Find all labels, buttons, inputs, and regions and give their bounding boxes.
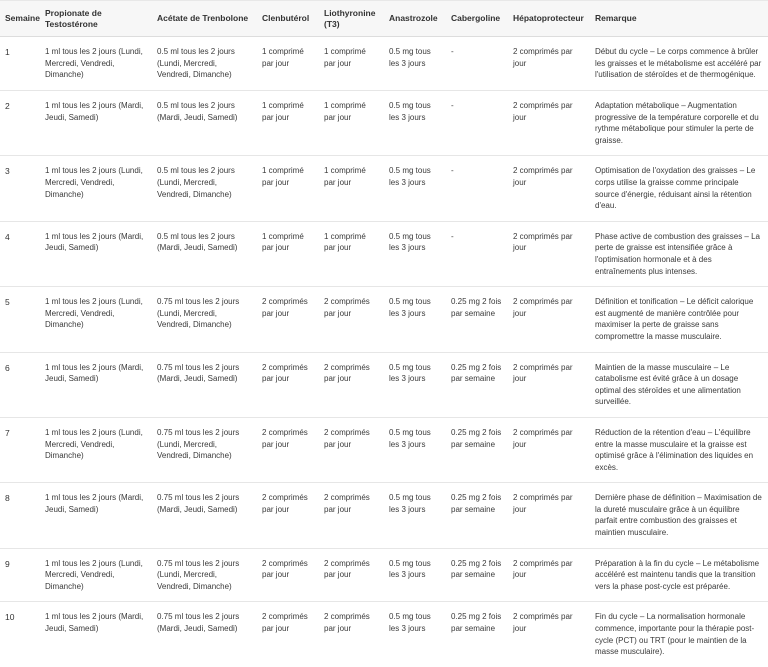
cell-testosterone: 1 ml tous les 2 jours (Mardi, Jeudi, Samedi) [40, 602, 152, 667]
cell-anastrozole: 0.5 mg tous les 3 jours [384, 548, 446, 602]
column-header-cabergoline: Cabergoline [446, 1, 508, 37]
cell-testosterone: 1 ml tous les 2 jours (Lundi, Mercredi, Vendredi, Dimanche) [40, 287, 152, 352]
cell-semaine: 9 [0, 548, 40, 602]
cell-liothyronine: 1 comprimé par jour [319, 156, 384, 221]
cell-clenbuterol: 1 comprimé par jour [257, 37, 319, 91]
cell-cabergoline: 0.25 mg 2 fois par semaine [446, 602, 508, 667]
column-header-trenbolone: Acétate de Trenbolone [152, 1, 257, 37]
table-body [0, 37, 768, 667]
cell-liothyronine: 2 comprimés par jour [319, 548, 384, 602]
cell-remarque: Adaptation métabolique – Augmentation progressive de la température corporelle et du rythme métabolique pour stimuler la perte de graisse. [590, 91, 768, 156]
cell-clenbuterol: 1 comprimé par jour [257, 156, 319, 221]
column-header-hepatoprotecteur: Hépatoprotecteur [508, 1, 590, 37]
table-header-row [0, 1, 768, 37]
table-row [0, 91, 768, 156]
cell-clenbuterol: 2 comprimés par jour [257, 287, 319, 352]
column-header-testosterone: Propionate de Testostérone [40, 1, 152, 37]
cell-cabergoline: - [446, 37, 508, 91]
cell-trenbolone: 0.75 ml tous les 2 jours (Lundi, Mercredi, Vendredi, Dimanche) [152, 548, 257, 602]
cell-testosterone: 1 ml tous les 2 jours (Lundi, Mercredi, Vendredi, Dimanche) [40, 156, 152, 221]
table-row [0, 352, 768, 417]
cell-trenbolone: 0.75 ml tous les 2 jours (Lundi, Mercredi, Vendredi, Dimanche) [152, 287, 257, 352]
cell-semaine: 1 [0, 37, 40, 91]
cell-trenbolone: 0.75 ml tous les 2 jours (Mardi, Jeudi, Samedi) [152, 483, 257, 548]
cell-testosterone: 1 ml tous les 2 jours (Lundi, Mercredi, Vendredi, Dimanche) [40, 37, 152, 91]
cell-hepatoprotecteur: 2 comprimés par jour [508, 287, 590, 352]
cell-anastrozole: 0.5 mg tous les 3 jours [384, 417, 446, 482]
cell-trenbolone: 0.5 ml tous les 2 jours (Mardi, Jeudi, Samedi) [152, 221, 257, 286]
cell-clenbuterol: 2 comprimés par jour [257, 602, 319, 667]
cell-testosterone: 1 ml tous les 2 jours (Lundi, Mercredi, Vendredi, Dimanche) [40, 417, 152, 482]
cell-clenbuterol: 2 comprimés par jour [257, 417, 319, 482]
cell-liothyronine: 2 comprimés par jour [319, 287, 384, 352]
cell-liothyronine: 1 comprimé par jour [319, 221, 384, 286]
cell-semaine: 8 [0, 483, 40, 548]
cell-remarque: Définition et tonification – Le déficit calorique est augmenté de manière contrôlée pour maximiser la perte de graisse sans compromettre la masse musculaire. [590, 287, 768, 352]
cell-anastrozole: 0.5 mg tous les 3 jours [384, 483, 446, 548]
cell-remarque: Réduction de la rétention d'eau – L'équilibre entre la masse musculaire et la graisse est optimisé grâce à l'élimination des liquides en excès. [590, 417, 768, 482]
cell-remarque: Préparation à la fin du cycle – Le métabolisme accéléré est maintenu tandis que la transition vers la phase post-cycle est préparée. [590, 548, 768, 602]
cell-clenbuterol: 2 comprimés par jour [257, 548, 319, 602]
cell-trenbolone: 0.75 ml tous les 2 jours (Mardi, Jeudi, Samedi) [152, 352, 257, 417]
cell-hepatoprotecteur: 2 comprimés par jour [508, 352, 590, 417]
cell-liothyronine: 2 comprimés par jour [319, 352, 384, 417]
cell-anastrozole: 0.5 mg tous les 3 jours [384, 221, 446, 286]
cell-remarque: Dernière phase de définition – Maximisation de la dureté musculaire grâce à un équilibre parfait entre combustion des graisses et maintien musculaire. [590, 483, 768, 548]
cell-anastrozole: 0.5 mg tous les 3 jours [384, 37, 446, 91]
cell-liothyronine: 2 comprimés par jour [319, 417, 384, 482]
cell-anastrozole: 0.5 mg tous les 3 jours [384, 602, 446, 667]
cell-cabergoline: 0.25 mg 2 fois par semaine [446, 483, 508, 548]
cell-anastrozole: 0.5 mg tous les 3 jours [384, 287, 446, 352]
cell-cabergoline: 0.25 mg 2 fois par semaine [446, 548, 508, 602]
column-header-liothyronine: Liothyronine (T3) [319, 1, 384, 37]
column-header-semaine: Semaine [0, 1, 40, 37]
cell-liothyronine: 1 comprimé par jour [319, 37, 384, 91]
cell-clenbuterol: 2 comprimés par jour [257, 483, 319, 548]
cell-remarque: Début du cycle – Le corps commence à brûler les graisses et le métabolisme est accéléré par l'utilisation de stéroïdes et de thermogénique. [590, 37, 768, 91]
cell-testosterone: 1 ml tous les 2 jours (Mardi, Jeudi, Samedi) [40, 221, 152, 286]
cell-liothyronine: 2 comprimés par jour [319, 602, 384, 667]
cell-anastrozole: 0.5 mg tous les 3 jours [384, 156, 446, 221]
cell-cabergoline: 0.25 mg 2 fois par semaine [446, 417, 508, 482]
cell-cabergoline: - [446, 156, 508, 221]
cell-anastrozole: 0.5 mg tous les 3 jours [384, 91, 446, 156]
cell-trenbolone: 0.5 ml tous les 2 jours (Lundi, Mercredi, Vendredi, Dimanche) [152, 37, 257, 91]
table-row [0, 548, 768, 602]
cell-trenbolone: 0.5 ml tous les 2 jours (Lundi, Mercredi, Vendredi, Dimanche) [152, 156, 257, 221]
column-header-clenbuterol: Clenbutérol [257, 1, 319, 37]
cell-hepatoprotecteur: 2 comprimés par jour [508, 602, 590, 667]
cell-cabergoline: 0.25 mg 2 fois par semaine [446, 352, 508, 417]
cell-cabergoline: - [446, 221, 508, 286]
column-header-anastrozole: Anastrozole [384, 1, 446, 37]
cell-hepatoprotecteur: 2 comprimés par jour [508, 156, 590, 221]
cell-hepatoprotecteur: 2 comprimés par jour [508, 548, 590, 602]
cell-hepatoprotecteur: 2 comprimés par jour [508, 483, 590, 548]
cell-semaine: 7 [0, 417, 40, 482]
cell-hepatoprotecteur: 2 comprimés par jour [508, 37, 590, 91]
cell-hepatoprotecteur: 2 comprimés par jour [508, 91, 590, 156]
cell-semaine: 3 [0, 156, 40, 221]
table-header [0, 1, 768, 37]
cell-semaine: 10 [0, 602, 40, 667]
cell-semaine: 4 [0, 221, 40, 286]
cell-remarque: Fin du cycle – La normalisation hormonale commence, importante pour la thérapie post-cycle (PCT) ou TRT (pour le maintien de la masse musculaire). [590, 602, 768, 667]
table-row [0, 156, 768, 221]
cell-clenbuterol: 2 comprimés par jour [257, 352, 319, 417]
cell-testosterone: 1 ml tous les 2 jours (Mardi, Jeudi, Samedi) [40, 352, 152, 417]
table-row [0, 37, 768, 91]
cell-trenbolone: 0.5 ml tous les 2 jours (Mardi, Jeudi, Samedi) [152, 91, 257, 156]
cell-hepatoprotecteur: 2 comprimés par jour [508, 417, 590, 482]
cell-testosterone: 1 ml tous les 2 jours (Mardi, Jeudi, Samedi) [40, 91, 152, 156]
cell-cabergoline: - [446, 91, 508, 156]
cell-cabergoline: 0.25 mg 2 fois par semaine [446, 287, 508, 352]
cell-anastrozole: 0.5 mg tous les 3 jours [384, 352, 446, 417]
cell-semaine: 5 [0, 287, 40, 352]
cell-clenbuterol: 1 comprimé par jour [257, 221, 319, 286]
cell-testosterone: 1 ml tous les 2 jours (Lundi, Mercredi, Vendredi, Dimanche) [40, 548, 152, 602]
cell-remarque: Optimisation de l'oxydation des graisses – Le corps utilise la graisse comme principale source d'énergie, réduisant ainsi la rétention d'eau. [590, 156, 768, 221]
cell-testosterone: 1 ml tous les 2 jours (Mardi, Jeudi, Samedi) [40, 483, 152, 548]
cell-clenbuterol: 1 comprimé par jour [257, 91, 319, 156]
cell-trenbolone: 0.75 ml tous les 2 jours (Lundi, Mercredi, Vendredi, Dimanche) [152, 417, 257, 482]
table-row [0, 483, 768, 548]
table-row [0, 221, 768, 286]
cell-hepatoprotecteur: 2 comprimés par jour [508, 221, 590, 286]
cell-liothyronine: 1 comprimé par jour [319, 91, 384, 156]
cell-semaine: 2 [0, 91, 40, 156]
cell-liothyronine: 2 comprimés par jour [319, 483, 384, 548]
cell-semaine: 6 [0, 352, 40, 417]
cell-remarque: Maintien de la masse musculaire – Le catabolisme est évité grâce à un dosage optimal des stéroïdes et une alimentation surveillée. [590, 352, 768, 417]
table-row [0, 602, 768, 667]
table-row [0, 287, 768, 352]
cell-remarque: Phase active de combustion des graisses – La perte de graisse est intensifiée grâce à l'optimisation hormonale et à des entraînements plus intenses. [590, 221, 768, 286]
table-row [0, 417, 768, 482]
column-header-remarque: Remarque [590, 1, 768, 37]
cell-trenbolone: 0.75 ml tous les 2 jours (Mardi, Jeudi, Samedi) [152, 602, 257, 667]
